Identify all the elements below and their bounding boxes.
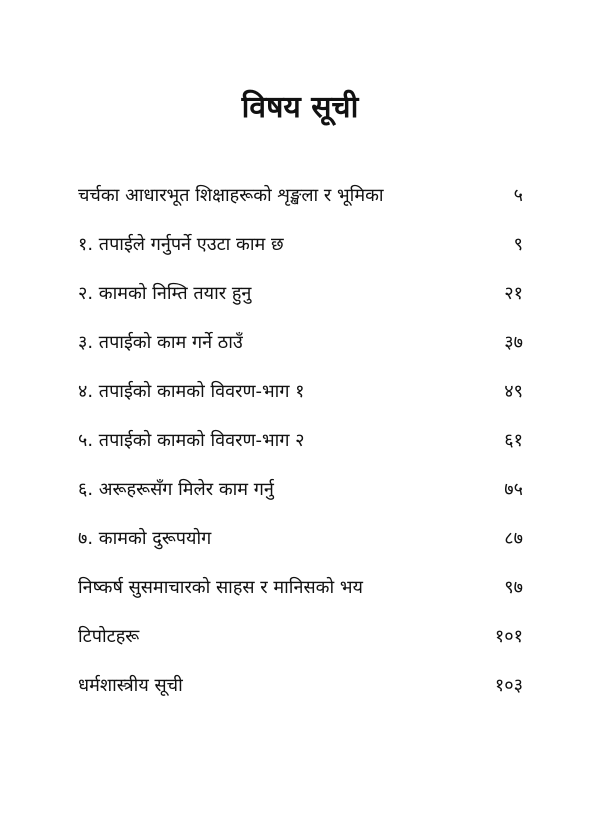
toc-entry	[78, 464, 523, 513]
table-of-contents	[78, 170, 523, 709]
toc-entry-title: ६. अरूहरूसँग मिलेर काम गर्नु	[78, 478, 274, 500]
toc-entry	[78, 513, 523, 562]
toc-entry-title: ३. तपाईको काम गर्ने ठाउँ	[78, 331, 243, 353]
toc-entry-title: ४. तपाईको कामको विवरण-भाग १	[78, 380, 305, 402]
toc-entry-title: टिपोटहरू	[78, 625, 140, 647]
toc-entry-page: ३७	[504, 331, 523, 353]
toc-entry-page: ५	[513, 184, 523, 206]
toc-entry	[78, 268, 523, 317]
toc-entry-title: ७. कामको दुरूपयोग	[78, 527, 212, 549]
toc-entry-title: २. कामको निम्ति तयार हुनु	[78, 282, 252, 304]
toc-entry	[78, 415, 523, 464]
toc-entry-page: ९	[513, 233, 523, 255]
toc-entry	[78, 366, 523, 415]
toc-entry-title: चर्चका आधारभूत शिक्षाहरूको शृङ्खला र भूमिका	[78, 184, 384, 206]
toc-entry-page: ७५	[504, 478, 523, 500]
page-title: विषय सूची	[241, 90, 359, 125]
toc-entry-title: १. तपाईले गर्नुपर्ने एउटा काम छ	[78, 233, 284, 255]
toc-entry-page: २१	[504, 282, 523, 304]
toc-entry	[78, 660, 523, 709]
toc-entry-page: ४९	[504, 380, 523, 402]
toc-entry-page: ९७	[504, 576, 523, 598]
toc-entry-title: निष्कर्ष सुसमाचारको साहस र मानिसको भय	[78, 576, 363, 598]
toc-entry	[78, 219, 523, 268]
toc-entry	[78, 317, 523, 366]
toc-entry	[78, 611, 523, 660]
toc-entry	[78, 562, 523, 611]
toc-entry-page: १०१	[494, 625, 523, 647]
toc-entry-page: ८७	[504, 527, 523, 549]
toc-entry-title: ५. तपाईको कामको विवरण-भाग २	[78, 429, 305, 451]
toc-entry-title: धर्मशास्त्रीय सूची	[78, 674, 183, 696]
toc-entry	[78, 170, 523, 219]
toc-entry-page: ६१	[504, 429, 523, 451]
toc-entry-page: १०३	[494, 674, 523, 696]
